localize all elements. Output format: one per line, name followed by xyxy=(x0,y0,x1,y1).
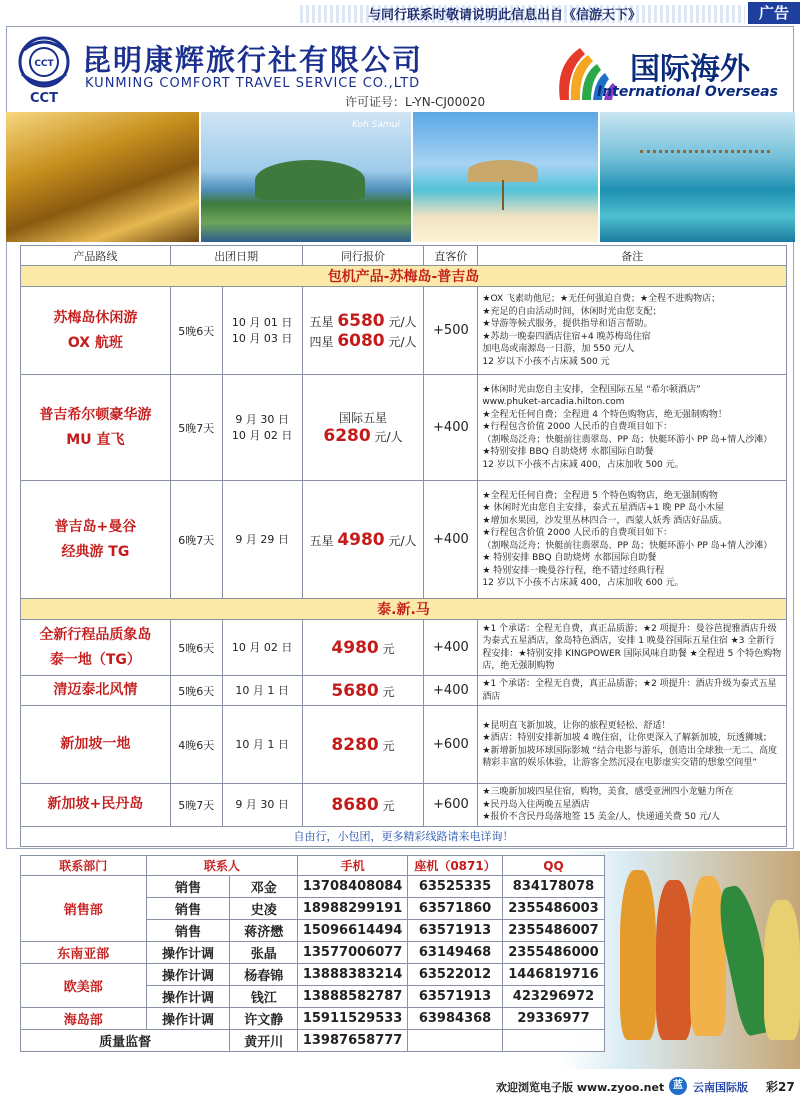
price-tier: 五星 xyxy=(309,533,334,548)
product-notes: ★1 个承诺：全程无自费，真正品质游；★2 项提升：酒店升级为泰式五星酒店 xyxy=(478,676,787,706)
product-name: 苏梅岛休闲游 xyxy=(53,309,138,326)
surfboard xyxy=(620,870,656,1040)
price-tier: 国际五星 xyxy=(338,411,387,425)
dept-name: 销售部 xyxy=(21,876,147,942)
contact-mobile: 15096614494 xyxy=(298,920,408,942)
contact-row xyxy=(21,876,605,898)
product-days: 5晚7天 xyxy=(170,375,222,481)
table-header-row xyxy=(21,246,787,266)
price-unit: 元 xyxy=(382,684,395,699)
product-notes: ★1 个承诺：全程无自费，真正品质游；★2 项提升：曼谷芭提雅酒店升级为泰式五星酒店，象岛特色酒店，安排 1 晚曼谷国际五星住宿 ★3 全新行程安排：★特别安排 KINGPOWER 国际风味自助餐 ★全程进 5 个特色购物店，绝无强制购物 xyxy=(478,620,787,676)
price-value: 6280 xyxy=(323,426,371,446)
contact-mobile: 18988299191 xyxy=(298,898,408,920)
price-value: 4980 xyxy=(331,637,379,658)
price-tier: 四星 xyxy=(309,334,334,349)
table-footer-note: 自由行，小包团，更多精彩线路请来电详询！ xyxy=(21,826,787,846)
product-notes: ★OX 飞素叻他尼；★无任何强迫自费；★全程不进购物店； ★充足的自由活动时间，休闲时光由您支配； ★导游等候式服务，提供指导和语言帮助。 ★苏劫一晚泰四酒店住宿+4 晚苏梅岛住宿 加电岛或南源岛一日游，加 550 元/人 12 岁以下小孩不占床减 500 元 xyxy=(478,287,787,375)
dept-name: 质量监督 xyxy=(21,1030,230,1052)
contact-role: 操作计调 xyxy=(146,986,230,1008)
product-name: 新加坡+民丹岛 xyxy=(21,784,171,827)
dept-name: 欧美部 xyxy=(21,964,147,1008)
table-row xyxy=(21,784,787,827)
surfboard xyxy=(656,880,692,1040)
header-dept: 联系部门 xyxy=(21,856,147,876)
product-name: 全新行程品质象岛 xyxy=(39,626,152,643)
contact-qq: 2355486007 xyxy=(503,920,605,942)
product-days: 5晚6天 xyxy=(170,287,222,375)
contact-row xyxy=(21,1030,605,1052)
contact-phone: 63571913 xyxy=(408,986,503,1008)
contact-mobile: 13987658777 xyxy=(298,1030,408,1052)
contact-role: 操作计调 xyxy=(146,964,230,986)
table-row xyxy=(21,620,787,676)
product-name: 普吉希尔顿豪华游 xyxy=(39,406,152,423)
product-notes: ★休闲时光由您自主安排，全程国际五星 “希尔顿酒店” www.phuket-arcadia.hilton.com ★全程无任何自费；全程进 4 个特色购物店，绝无强制购物！ ★行程包含价值 2000 人民币的自费项目如下： （割喉岛泛舟；快艇前往翡翠岛、PP 岛；快艇环游小 PP 岛+情人沙滩） ★特别安排 BBQ 自助烧烤 水都国际自助餐 12 岁以下小孩不占床减 400，占床加收 500 元。 xyxy=(478,375,787,481)
product-days: 4晚6天 xyxy=(170,706,222,784)
umbrella-pole xyxy=(502,180,504,210)
product-days: 5晚7天 xyxy=(170,784,222,827)
direct-price: +400 xyxy=(424,676,478,706)
company-name-cn: 昆明康辉旅行社有限公司 xyxy=(82,43,424,77)
license-number: 许可证号：L-YN-CJ00020 xyxy=(345,95,486,109)
partner-name-cn: 国际海外 xyxy=(630,52,750,87)
section-title: 包机产品-苏梅岛-普吉岛 xyxy=(21,266,787,287)
direct-price: +400 xyxy=(424,481,478,599)
price-unit: 元/人 xyxy=(388,533,417,548)
product-days: 5晚6天 xyxy=(170,620,222,676)
price-unit: 元/人 xyxy=(388,334,417,349)
product-date: 10 月 02 日 xyxy=(231,428,293,442)
contact-header-row xyxy=(21,856,605,876)
contact-mobile: 15911529533 xyxy=(298,1008,408,1030)
contact-mobile: 13708408084 xyxy=(298,876,408,898)
product-name: 新加坡一地 xyxy=(21,706,171,784)
contact-qq: 2355486000 xyxy=(503,942,605,964)
dept-name: 东南亚部 xyxy=(21,942,147,964)
contact-phone: 63571860 xyxy=(408,898,503,920)
surfboard xyxy=(764,900,800,1040)
direct-price: +400 xyxy=(424,620,478,676)
photo-caption: Koh Samui xyxy=(352,120,400,130)
table-row xyxy=(21,676,787,706)
ad-tag: 广告 xyxy=(748,2,800,24)
product-date: 9 月 30 日 xyxy=(235,412,289,426)
product-date: 9 月 29 日 xyxy=(222,481,302,599)
price-value: 5680 xyxy=(331,680,379,701)
photo-golden-statues xyxy=(6,112,199,242)
product-date: 10 月 03 日 xyxy=(231,331,293,345)
price-unit: 元 xyxy=(382,798,395,813)
contact-qq: 29336977 xyxy=(503,1008,605,1030)
contact-mobile: 13577006077 xyxy=(298,942,408,964)
contact-name: 邓金 xyxy=(230,876,298,898)
header-qq: QQ xyxy=(503,856,605,876)
price-unit: 元/人 xyxy=(374,430,403,444)
contact-phone: 63984368 xyxy=(408,1008,503,1030)
contact-qq: 1446819716 xyxy=(503,964,605,986)
top-bar xyxy=(0,0,800,26)
direct-price: +600 xyxy=(424,706,478,784)
blue-badge-icon: 蓝 xyxy=(669,1077,687,1095)
island-shape xyxy=(255,160,365,200)
contact-phone: 63525335 xyxy=(408,876,503,898)
contact-phone: 63149468 xyxy=(408,942,503,964)
header-contact: 联系人 xyxy=(146,856,298,876)
header-mobile: 手机 xyxy=(298,856,408,876)
product-days: 5晚6天 xyxy=(170,676,222,706)
price-value: 6580 xyxy=(337,310,385,331)
contact-phone: 63571913 xyxy=(408,920,503,942)
contact-name: 张晶 xyxy=(230,942,298,964)
contact-name: 钱江 xyxy=(230,986,298,1008)
product-flight: 泰一地（TG） xyxy=(49,651,141,668)
villa-piers xyxy=(640,150,770,190)
product-notes: ★全程无任何自费；全程进 5 个特色购物店，绝无强制购物 ★ 休闲时光由您自主安排，泰式五星酒店+1 晚 PP 岛小木屋 ★增加水果园，沙发里丛林四合一，西蒙人妖秀 酒店好品质。 ★行程包含价值 2000 人民币的自费项目如下： （割喉岛泛舟；快艇前往翡翠岛、PP 岛；快艇环游小 PP 岛+情人沙滩） ★ 特别安排 BBQ 自助烧烤 水都国际自助餐 ★ 特别安排一晚曼谷行程，绝不错过经典行程 12 岁以下小孩不占床减 400，占床加收 600 元。 xyxy=(478,481,787,599)
umbrella-shape xyxy=(468,160,538,182)
product-flight: 经典游 TG xyxy=(61,543,130,560)
contact-name: 许文静 xyxy=(230,1008,298,1030)
table-row xyxy=(21,706,787,784)
contact-phone: 63522012 xyxy=(408,964,503,986)
contact-qq: 834178078 xyxy=(503,876,605,898)
product-notes: ★昆明直飞新加坡，让你的旅程更轻松、舒适！ ★酒店：特别安排新加坡 4 晚住宿，让你更深入了解新加坡，玩透狮城； ★新增新加坡环球国际影城 “结合电影与游乐，创造出全球独一无二、高度精彩丰富的娱乐体验，让游客全然沉浸在电影虚实交错的想象空间里” xyxy=(478,706,787,784)
contact-role: 销售 xyxy=(146,898,230,920)
product-date: 10 月 1 日 xyxy=(222,676,302,706)
contact-role: 销售 xyxy=(146,876,230,898)
product-date: 10 月 1 日 xyxy=(222,706,302,784)
contact-name: 史凌 xyxy=(230,898,298,920)
logo-caption: CCT xyxy=(30,91,58,104)
price-tier: 五星 xyxy=(309,314,334,329)
header-trade-price: 同行报价 xyxy=(302,246,424,266)
contact-role: 操作计调 xyxy=(146,1008,230,1030)
edition-label: 云南国际版 xyxy=(693,1081,748,1094)
logo-inner-text: CCT xyxy=(34,59,54,69)
table-row xyxy=(21,375,787,481)
contact-qq: 2355486003 xyxy=(503,898,605,920)
product-date: 10 月 01 日 xyxy=(231,315,293,329)
top-notice: 与同行联系时敬请说明此信息出自《信游天下》 xyxy=(368,8,642,23)
header-phone: 座机（0871） xyxy=(408,856,503,876)
contact-name: 黄开川 xyxy=(230,1030,298,1052)
page-number: 彩27 xyxy=(766,1080,795,1094)
price-value: 6080 xyxy=(337,330,385,351)
contact-row xyxy=(21,964,605,986)
contact-name: 杨春锦 xyxy=(230,964,298,986)
header-direct-price: 直客价 xyxy=(424,246,478,266)
direct-price: +600 xyxy=(424,784,478,827)
company-name-en: KUNMING COMFORT TRAVEL SERVICE CO.,LTD xyxy=(85,76,421,91)
price-value: 8680 xyxy=(331,794,379,815)
price-value: 4980 xyxy=(337,529,385,550)
header-route: 产品路线 xyxy=(21,246,171,266)
product-table xyxy=(20,245,787,847)
dept-name: 海岛部 xyxy=(21,1008,147,1030)
table-row xyxy=(21,287,787,375)
header-date: 出团日期 xyxy=(170,246,302,266)
product-date: 9 月 30 日 xyxy=(222,784,302,827)
product-notes: ★三晚新加坡四星住宿，购物，美食，感受亚洲四小龙魅力所在 ★民丹岛入住两晚五星酒店 ★报价不含民丹岛落地签 15 美金/人，快递通关费 50 元/人 xyxy=(478,784,787,827)
contact-mobile: 13888383214 xyxy=(298,964,408,986)
contact-table xyxy=(20,855,605,1052)
product-flight: MU 直飞 xyxy=(66,431,125,448)
price-value: 8280 xyxy=(331,734,379,755)
direct-price: +500 xyxy=(424,287,478,375)
cct-logo xyxy=(12,34,76,104)
partner-name-en: International Overseas xyxy=(597,84,778,100)
contact-role: 操作计调 xyxy=(146,942,230,964)
product-flight: OX 航班 xyxy=(67,334,123,351)
price-unit: 元 xyxy=(382,641,395,656)
contact-role: 销售 xyxy=(146,920,230,942)
section-title: 泰.新.马 xyxy=(21,599,787,620)
product-days: 6晚7天 xyxy=(170,481,222,599)
website-link[interactable]: 欢迎浏览电子版 www.zyoo.net xyxy=(496,1081,665,1094)
price-unit: 元 xyxy=(382,738,395,753)
contact-row xyxy=(21,942,605,964)
product-name: 普吉岛+曼谷 xyxy=(54,518,137,535)
contact-qq: 423296972 xyxy=(503,986,605,1008)
table-row xyxy=(21,481,787,599)
header-notes: 备注 xyxy=(478,246,787,266)
contact-name: 蒋济懋 xyxy=(230,920,298,942)
product-date: 10 月 02 日 xyxy=(222,620,302,676)
product-name: 清迈泰北风情 xyxy=(21,676,171,706)
price-unit: 元/人 xyxy=(388,314,417,329)
contact-mobile: 13888582787 xyxy=(298,986,408,1008)
direct-price: +400 xyxy=(424,375,478,481)
contact-row xyxy=(21,1008,605,1030)
